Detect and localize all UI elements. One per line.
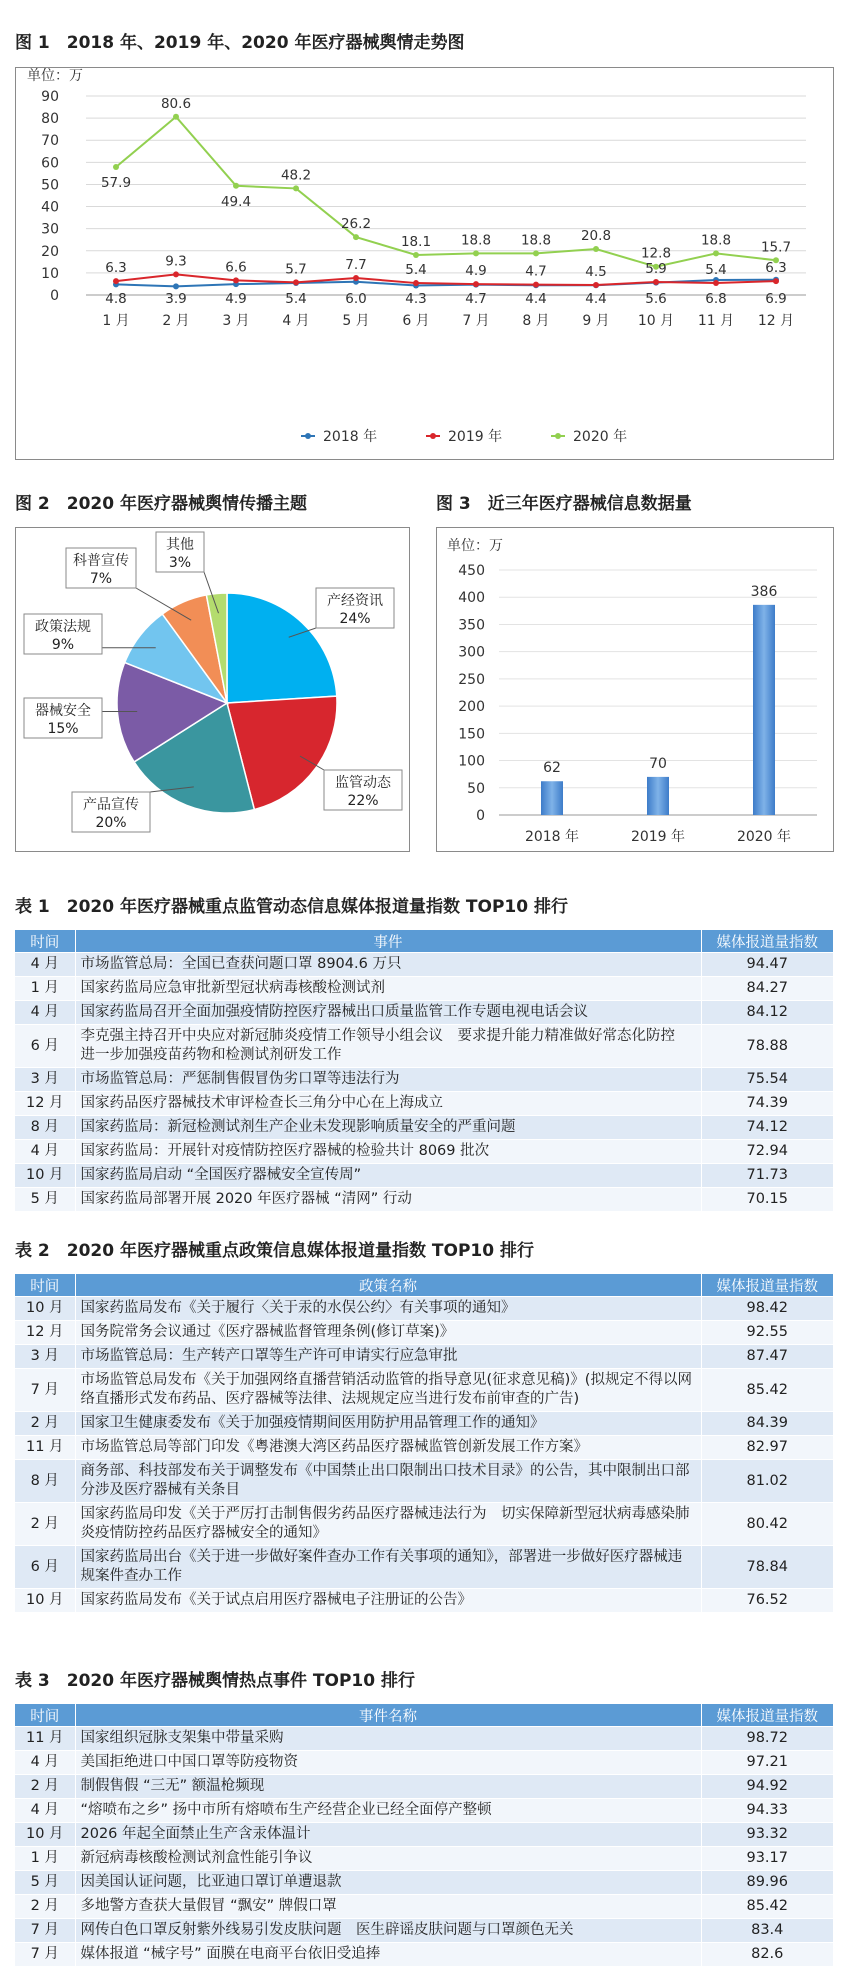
- table1-row: [15, 1188, 833, 1212]
- fig1-legend-marker: [555, 433, 561, 439]
- table3-cell-text: 国家组织冠脉支架集中带量采购: [75, 1727, 701, 1751]
- fig1-data-label: 18.8: [460, 232, 492, 249]
- table1-cell-text: 国家药监局部署开展 2020 年医疗器械 “清网” 行动: [75, 1188, 701, 1212]
- table3-cell-value: 94.33: [701, 1799, 833, 1823]
- table1-cell-month: 12 月: [15, 1092, 75, 1116]
- table1-cell-value: 84.12: [701, 1001, 833, 1025]
- fig1-data-label: 6.3: [105, 260, 127, 277]
- fig1-legend-item: [301, 428, 377, 445]
- table2-cell-text: 国家药监局印发《关于严厉打击制售假劣药品医疗器械违法行为 切实保障新型冠状病毒感染肺炎疫情防控药品医疗器械安全的通知》: [75, 1503, 701, 1546]
- fig1-x-tick: 8 月: [522, 313, 550, 329]
- fig3-bar: [541, 781, 563, 815]
- fig1-y-tick: 0: [50, 288, 59, 304]
- fig1-data-label: 4.9: [225, 291, 247, 307]
- fig3-y-tick: 150: [458, 726, 485, 743]
- fig1-y-tick: 40: [41, 199, 59, 216]
- table3-caption: 表 3 2020 年医疗器械舆情热点事件 TOP10 排行: [15, 1671, 415, 1691]
- fig1-data-label: 6.0: [345, 291, 367, 307]
- table1-cell-month: 1 月: [15, 977, 75, 1001]
- table2-cell-month: 7 月: [15, 1369, 75, 1412]
- fig1-point: [233, 277, 239, 283]
- table2-cell-text: 市场监管总局发布《关于加强网络直播营销活动监管的指导意见(征求意见稿)》(拟规定不得以网络直播形式发布药品、医疗器械等法律、法规规定应当进行发布前审查的广告): [75, 1369, 701, 1412]
- fig1-x-tick: 1 月: [102, 313, 130, 329]
- table2-row: [15, 1321, 833, 1345]
- fig1-data-label: 18.8: [700, 232, 732, 249]
- table2-row: [15, 1589, 833, 1613]
- table1-cell-text: 国家药监局启动 “全国医疗器械安全宣传周”: [75, 1164, 701, 1188]
- fig3-data-label: 386: [750, 583, 778, 600]
- table2-cell-month: 2 月: [15, 1503, 75, 1546]
- fig1-y-unit: 单位：万: [27, 68, 83, 84]
- fig1-data-label: 15.7: [760, 239, 792, 256]
- fig1-point: [173, 271, 179, 277]
- fig1-legend-label: 2019 年: [448, 429, 503, 445]
- fig1-y-tick: 10: [41, 265, 59, 282]
- table2-cell-text: 国家卫生健康委发布《关于加强疫情期间医用防护用品管理工作的通知》: [75, 1412, 701, 1436]
- table1-caption: 表 1 2020 年医疗器械重点监管动态信息媒体报道量指数 TOP10 排行: [15, 897, 568, 917]
- table2-cell-value: 87.47: [701, 1345, 833, 1369]
- fig1-data-label: 4.4: [525, 291, 547, 307]
- table3-cell-month: 2 月: [15, 1895, 75, 1919]
- table1-row: [15, 1116, 833, 1140]
- fig3-y-tick: 0: [476, 808, 485, 824]
- fig1-data-label: 4.4: [585, 291, 607, 307]
- fig1-series-line: [116, 274, 776, 285]
- fig2-slice-name: 产品宣传: [83, 797, 139, 813]
- fig1-x-tick: 7 月: [462, 313, 490, 329]
- fig2-slice-name: 科普宣传: [73, 553, 129, 569]
- table3-cell-value: 94.92: [701, 1775, 833, 1799]
- table1-row: [15, 1140, 833, 1164]
- fig1-point: [173, 114, 179, 120]
- table1-cell-text: 国家药监局应急审批新型冠状病毒核酸检测试剂: [75, 977, 701, 1001]
- table1-cell-month: 4 月: [15, 1140, 75, 1164]
- table2-cell-value: 98.42: [701, 1297, 833, 1321]
- fig1-x-tick: 9 月: [582, 313, 610, 329]
- fig3-y-tick: 450: [458, 563, 485, 579]
- table1: [15, 930, 833, 1211]
- table2-header-index: 媒体报道量指数: [701, 1274, 833, 1297]
- fig1-data-label: 6.3: [765, 260, 787, 277]
- table1-cell-value: 71.73: [701, 1164, 833, 1188]
- table2: [15, 1274, 833, 1612]
- fig2-pie-chart: [15, 527, 410, 852]
- fig1-legend-label: 2018 年: [323, 429, 378, 445]
- table1-cell-text: 国家药监局：开展针对疫情防控医疗器械的检验共计 8069 批次: [75, 1140, 701, 1164]
- fig1-data-label: 80.6: [160, 95, 192, 112]
- table1-cell-value: 72.94: [701, 1140, 833, 1164]
- fig2-slice-percent: 9%: [51, 637, 75, 653]
- fig3-data-label: 62: [543, 760, 561, 777]
- table3-row: [15, 1919, 833, 1943]
- table2-cell-text: 市场监管总局等部门印发《粤港澳大湾区药品医疗器械监管创新发展工作方案》: [75, 1436, 701, 1460]
- table1-header-event: 事件: [75, 930, 701, 953]
- table1-row: [15, 1001, 833, 1025]
- fig1-legend-label: 2020 年: [573, 429, 628, 445]
- fig2-caption: 图 2 2020 年医疗器械舆情传播主题: [15, 494, 307, 514]
- fig1-data-label: 5.4: [405, 262, 427, 279]
- table3-cell-month: 11 月: [15, 1727, 75, 1751]
- fig1-point: [593, 282, 599, 288]
- table3-row: [15, 1943, 833, 1967]
- table1-cell-text: 国家药监局召开全面加强疫情防控医疗器械出口质量监管工作专题电视电话会议: [75, 1001, 701, 1025]
- table2-row: [15, 1297, 833, 1321]
- table3-row: [15, 1895, 833, 1919]
- fig1-data-label: 5.6: [645, 291, 667, 307]
- fig1-data-label: 12.8: [640, 245, 672, 262]
- table1-cell-month: 4 月: [15, 1001, 75, 1025]
- fig1-data-label: 5.4: [285, 291, 307, 307]
- fig1-data-label: 5.4: [705, 262, 727, 279]
- table2-cell-value: 85.42: [701, 1369, 833, 1412]
- fig1-data-label: 4.9: [465, 263, 487, 280]
- fig1-point: [653, 279, 659, 285]
- table3-cell-month: 7 月: [15, 1943, 75, 1967]
- table1-row: [15, 1164, 833, 1188]
- table1-cell-month: 4 月: [15, 953, 75, 977]
- table3-header-event: 事件名称: [75, 1704, 701, 1727]
- fig3-y-tick: 50: [467, 780, 485, 797]
- fig1-x-tick: 4 月: [282, 313, 310, 329]
- table2-row: [15, 1546, 833, 1589]
- fig1-point: [113, 164, 119, 170]
- fig1-data-label: 6.6: [225, 259, 247, 276]
- table1-cell-text: 市场监管总局：严惩制售假冒伪劣口罩等违法行为: [75, 1068, 701, 1092]
- fig2-slice-name: 产经资讯: [327, 593, 383, 609]
- fig3-caption: 图 3 近三年医疗器械信息数据量: [436, 494, 692, 514]
- fig1-data-label: 26.2: [340, 216, 372, 233]
- table3-cell-text: 网传白色口罩反射紫外线易引发皮肤问题 医生辟谣皮肤问题与口罩颜色无关: [75, 1919, 701, 1943]
- table2-row: [15, 1345, 833, 1369]
- fig1-data-label: 20.8: [580, 228, 612, 245]
- table2-cell-month: 10 月: [15, 1297, 75, 1321]
- fig1-point: [413, 252, 419, 258]
- fig1-data-label: 4.5: [585, 264, 607, 281]
- table1-header-time: 时间: [15, 930, 75, 953]
- table2-cell-value: 84.39: [701, 1412, 833, 1436]
- table1-cell-month: 8 月: [15, 1116, 75, 1140]
- fig1-y-tick: 90: [41, 89, 59, 105]
- fig2-slice-percent: 24%: [339, 611, 371, 627]
- table1-cell-value: 70.15: [701, 1188, 833, 1212]
- table1-cell-text: 李克强主持召开中央应对新冠肺炎疫情工作领导小组会议 要求提升能力精准做好常态化防控 进一步加强疫苗药物和检测试剂研发工作: [75, 1025, 701, 1068]
- fig2-slice-percent: 20%: [95, 815, 127, 831]
- fig3-y-tick: 250: [458, 671, 485, 688]
- table1-cell-value: 74.12: [701, 1116, 833, 1140]
- table3-row: [15, 1799, 833, 1823]
- table2-cell-text: 国家药监局发布《关于履行〈关于汞的水俣公约〉有关事项的通知》: [75, 1297, 701, 1321]
- table2-cell-month: 6 月: [15, 1546, 75, 1589]
- table2-cell-value: 76.52: [701, 1589, 833, 1613]
- table2-cell-month: 2 月: [15, 1412, 75, 1436]
- fig1-point: [293, 185, 299, 191]
- table1-cell-value: 78.88: [701, 1025, 833, 1068]
- table3-row: [15, 1847, 833, 1871]
- table2-cell-month: 3 月: [15, 1345, 75, 1369]
- fig2-slice-name: 政策法规: [35, 619, 91, 635]
- table3-cell-value: 83.4: [701, 1919, 833, 1943]
- table3-cell-month: 2 月: [15, 1775, 75, 1799]
- table3-cell-text: 制假售假 “三无” 额温枪频现: [75, 1775, 701, 1799]
- table2-cell-month: 11 月: [15, 1436, 75, 1460]
- table1-cell-value: 84.27: [701, 977, 833, 1001]
- fig1-y-tick: 20: [41, 243, 59, 260]
- fig1-point: [713, 250, 719, 256]
- fig2-slice-name: 其他: [166, 537, 194, 553]
- table2-caption: 表 2 2020 年医疗器械重点政策信息媒体报道量指数 TOP10 排行: [15, 1241, 534, 1261]
- fig1-x-tick: 2 月: [162, 313, 190, 329]
- table3-cell-text: “熔喷布之乡” 扬中市所有熔喷布生产经营企业已经全面停产整顿: [75, 1799, 701, 1823]
- table3-cell-month: 5 月: [15, 1871, 75, 1895]
- table3-row: [15, 1871, 833, 1895]
- fig3-bar-chart-svg: [437, 528, 833, 851]
- fig3-x-tick: 2018 年: [524, 829, 580, 845]
- fig1-data-label: 5.7: [285, 261, 307, 278]
- fig1-data-label: 18.8: [520, 232, 552, 249]
- fig1-legend-item: [426, 428, 502, 445]
- fig1-data-label: 4.7: [525, 263, 547, 280]
- table1-cell-text: 市场监管总局：全国已查获问题口罩 8904.6 万只: [75, 953, 701, 977]
- table2-row: [15, 1369, 833, 1412]
- table1-header-index: 媒体报道量指数: [701, 930, 833, 953]
- table3-cell-month: 7 月: [15, 1919, 75, 1943]
- fig3-y-tick: 100: [458, 753, 485, 770]
- table1-row: [15, 977, 833, 1001]
- fig3-bar: [647, 777, 669, 815]
- fig1-legend-marker: [430, 433, 436, 439]
- fig3-x-tick: 2019 年: [630, 829, 686, 845]
- fig1-point: [533, 282, 539, 288]
- fig2-slice-percent: 15%: [47, 721, 79, 737]
- table3-cell-text: 2026 年起全面禁止生产含汞体温计: [75, 1823, 701, 1847]
- table1-cell-month: 6 月: [15, 1025, 75, 1068]
- table1-row: [15, 1025, 833, 1068]
- fig1-data-label: 9.3: [165, 253, 187, 270]
- fig1-point: [353, 234, 359, 240]
- table1-cell-month: 10 月: [15, 1164, 75, 1188]
- fig1-y-tick: 60: [41, 155, 59, 172]
- fig2-slice-percent: 3%: [168, 555, 192, 571]
- table2-cell-value: 92.55: [701, 1321, 833, 1345]
- table1-cell-text: 国家药监局：新冠检测试剂生产企业未发现影响质量安全的严重问题: [75, 1116, 701, 1140]
- table2-cell-value: 81.02: [701, 1460, 833, 1503]
- fig1-legend-item: [551, 428, 627, 445]
- fig1-x-tick: 3 月: [222, 313, 250, 329]
- fig1-x-tick: 11 月: [697, 313, 735, 329]
- fig1-line-chart: [15, 67, 834, 460]
- fig1-point: [113, 278, 119, 284]
- table2-cell-text: 商务部、科技部发布关于调整发布《中国禁止出口限制出口技术目录》的公告，其中限制出口部分涉及医疗器械有关条目: [75, 1460, 701, 1503]
- fig1-point: [413, 280, 419, 286]
- fig1-y-tick: 80: [41, 111, 59, 128]
- table1-cell-value: 94.47: [701, 953, 833, 977]
- fig1-x-tick: 10 月: [637, 313, 675, 329]
- fig1-x-tick: 6 月: [402, 313, 430, 329]
- fig1-data-label: 6.9: [765, 291, 787, 307]
- table1-cell-text: 国家药品医疗器械技术审评检查长三角分中心在上海成立: [75, 1092, 701, 1116]
- fig1-data-label: 57.9: [100, 174, 132, 191]
- table2-cell-month: 10 月: [15, 1589, 75, 1613]
- table2-row: [15, 1503, 833, 1546]
- table3-cell-month: 1 月: [15, 1847, 75, 1871]
- fig3-y-tick: 400: [458, 590, 485, 607]
- table3-cell-text: 新冠病毒核酸检测试剂盒性能引争议: [75, 1847, 701, 1871]
- table3-cell-value: 93.32: [701, 1823, 833, 1847]
- table3-cell-text: 多地警方查获大量假冒 “飘安” 牌假口罩: [75, 1895, 701, 1919]
- table3-header-time: 时间: [15, 1704, 75, 1727]
- fig3-y-tick: 300: [458, 644, 485, 661]
- table2-header-policy: 政策名称: [75, 1274, 701, 1297]
- table3-cell-month: 10 月: [15, 1823, 75, 1847]
- fig1-data-label: 4.3: [405, 291, 427, 307]
- table3-cell-value: 97.21: [701, 1751, 833, 1775]
- fig1-data-label: 5.9: [645, 260, 667, 277]
- table2-row: [15, 1436, 833, 1460]
- fig1-point: [353, 275, 359, 281]
- table3-row: [15, 1823, 833, 1847]
- table3: [15, 1704, 833, 1966]
- fig2-slice-name: 监管动态: [335, 775, 391, 791]
- table1-row: [15, 1068, 833, 1092]
- table2-cell-value: 82.97: [701, 1436, 833, 1460]
- table3-row: [15, 1751, 833, 1775]
- table1-cell-value: 75.54: [701, 1068, 833, 1092]
- table3-cell-value: 98.72: [701, 1727, 833, 1751]
- fig3-y-unit: 单位：万: [447, 538, 503, 554]
- fig2-slice-percent: 7%: [89, 571, 113, 587]
- table3-cell-value: 82.6: [701, 1943, 833, 1967]
- table2-cell-text: 国务院常务会议通过《医疗器械监督管理条例(修订草案)》: [75, 1321, 701, 1345]
- fig1-line-chart-svg: [16, 68, 833, 459]
- fig1-x-tick: 5 月: [342, 313, 370, 329]
- fig1-data-label: 4.8: [105, 291, 127, 307]
- table3-cell-text: 美国拒绝进口中国口罩等防疫物资: [75, 1751, 701, 1775]
- fig2-slice-percent: 22%: [347, 793, 379, 809]
- fig1-data-label: 48.2: [280, 167, 312, 184]
- table2-cell-month: 12 月: [15, 1321, 75, 1345]
- table3-cell-text: 因美国认证问题，比亚迪口罩订单遭退款: [75, 1871, 701, 1895]
- table2-cell-text: 国家药监局发布《关于试点启用医疗器械电子注册证的公告》: [75, 1589, 701, 1613]
- fig3-x-tick: 2020 年: [736, 829, 792, 845]
- table3-cell-text: 媒体报道 “械字号” 面膜在电商平台依旧受追捧: [75, 1943, 701, 1967]
- fig1-point: [473, 250, 479, 256]
- fig1-data-label: 6.8: [705, 291, 727, 307]
- fig1-x-tick: 12 月: [757, 313, 795, 329]
- fig3-bar: [753, 605, 775, 815]
- fig3-y-tick: 200: [458, 699, 485, 716]
- table2-cell-month: 8 月: [15, 1460, 75, 1503]
- table1-cell-month: 5 月: [15, 1188, 75, 1212]
- table1-row: [15, 1092, 833, 1116]
- fig2-slice-name: 器械安全: [35, 703, 91, 719]
- table2-cell-text: 市场监管总局：生产转产口罩等生产许可申请实行应急审批: [75, 1345, 701, 1369]
- fig1-y-tick: 50: [41, 177, 59, 194]
- table2-cell-value: 78.84: [701, 1546, 833, 1589]
- fig1-point: [233, 183, 239, 189]
- fig1-point: [173, 283, 179, 289]
- table3-cell-value: 93.17: [701, 1847, 833, 1871]
- table1-row: [15, 953, 833, 977]
- table2-cell-text: 国家药监局出台《关于进一步做好案件查办工作有关事项的通知》，部署进一步做好医疗器械违规案件查办工作: [75, 1546, 701, 1589]
- table1-cell-month: 3 月: [15, 1068, 75, 1092]
- table3-cell-month: 4 月: [15, 1751, 75, 1775]
- table2-row: [15, 1412, 833, 1436]
- table2-header-time: 时间: [15, 1274, 75, 1297]
- fig1-point: [713, 280, 719, 286]
- table3-cell-value: 85.42: [701, 1895, 833, 1919]
- fig1-point: [473, 281, 479, 287]
- fig1-y-tick: 70: [41, 133, 59, 150]
- fig1-data-label: 7.7: [345, 256, 367, 273]
- fig3-y-tick: 350: [458, 617, 485, 634]
- fig1-data-label: 49.4: [220, 193, 252, 210]
- fig1-data-label: 3.9: [165, 291, 187, 307]
- fig1-caption: 图 1 2018 年、2019 年、2020 年医疗器械舆情走势图: [15, 33, 465, 53]
- table1-cell-value: 74.39: [701, 1092, 833, 1116]
- table3-cell-month: 4 月: [15, 1799, 75, 1823]
- table3-cell-value: 89.96: [701, 1871, 833, 1895]
- fig1-legend-marker: [305, 433, 311, 439]
- table2-cell-value: 80.42: [701, 1503, 833, 1546]
- table3-header-index: 媒体报道量指数: [701, 1704, 833, 1727]
- fig1-point: [293, 279, 299, 285]
- fig1-point: [533, 250, 539, 256]
- fig1-point: [773, 278, 779, 284]
- table3-row: [15, 1775, 833, 1799]
- fig3-data-label: 70: [649, 755, 667, 772]
- fig1-data-label: 4.7: [465, 291, 487, 307]
- fig1-y-tick: 30: [41, 221, 59, 238]
- fig1-point: [593, 246, 599, 252]
- table3-row: [15, 1727, 833, 1751]
- fig1-data-label: 18.1: [400, 233, 432, 250]
- fig3-bar-chart: [436, 527, 834, 852]
- fig2-pie-chart-svg: [16, 528, 409, 851]
- table2-row: [15, 1460, 833, 1503]
